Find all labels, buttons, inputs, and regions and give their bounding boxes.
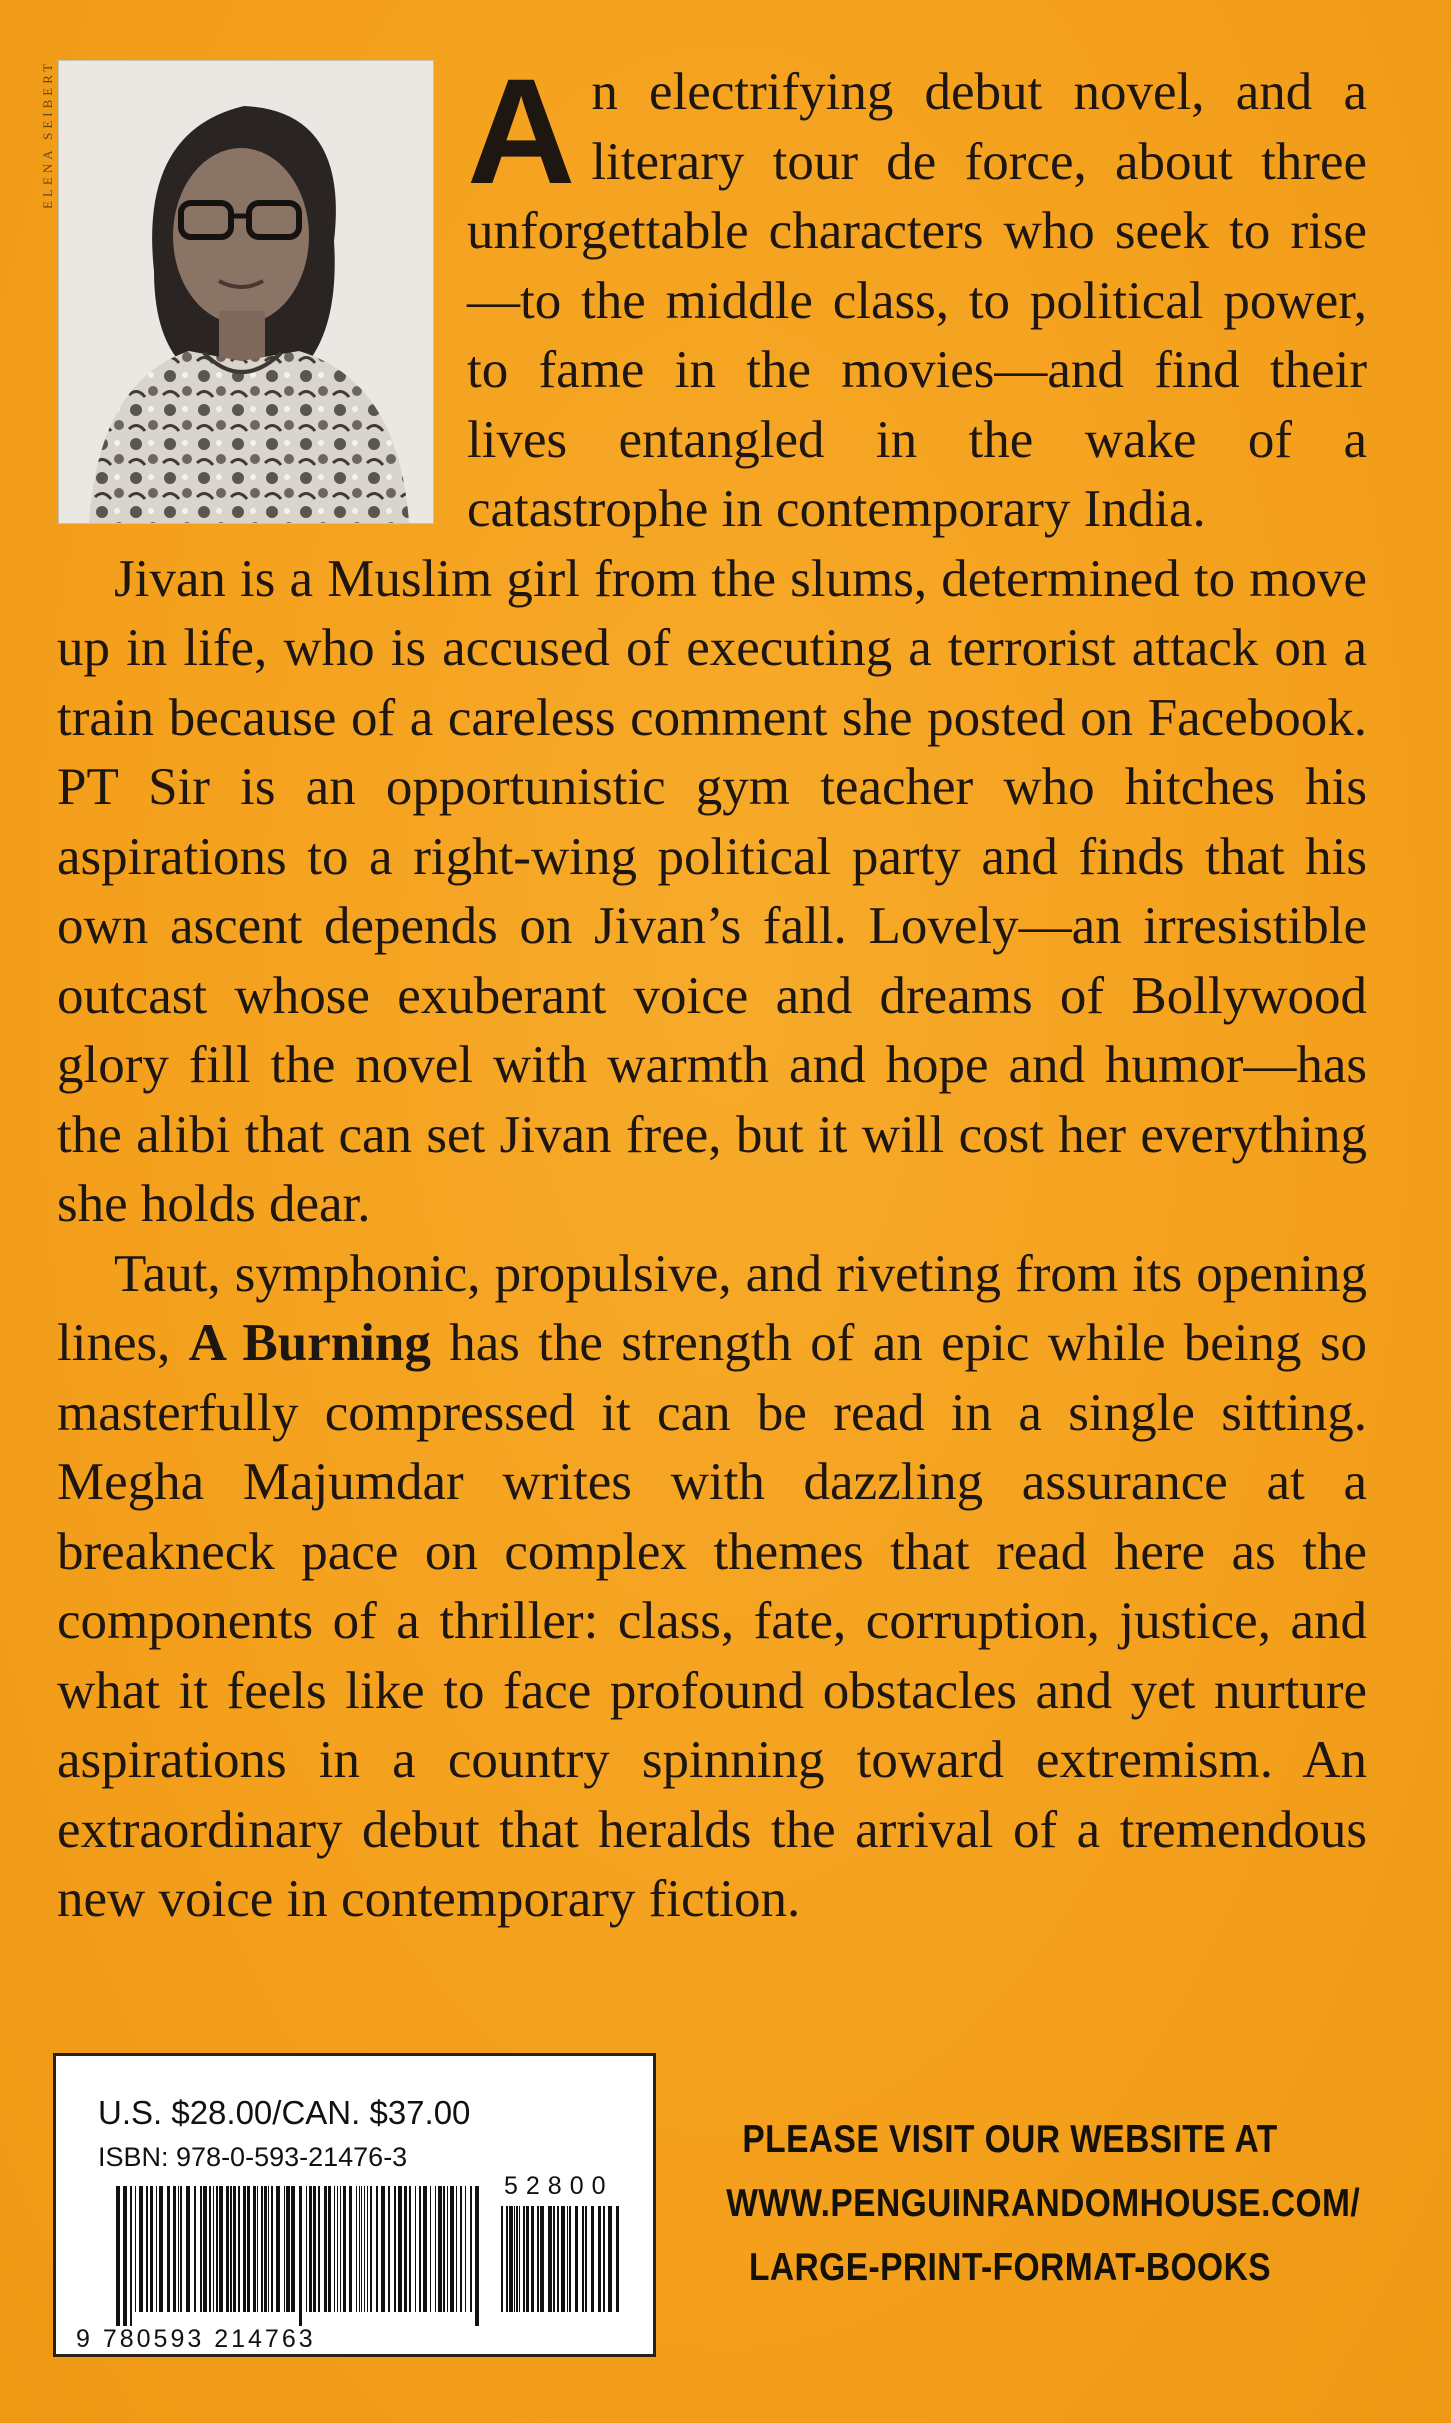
barcode-bar [324, 2186, 327, 2312]
website-line-1: PLEASE VISIT OUR WEBSITE AT [742, 2118, 1278, 2161]
barcode-bar [537, 2206, 539, 2312]
barcode-bar [216, 2186, 218, 2312]
barcode-bar [603, 2206, 605, 2312]
paragraph-1-text: n electrifying debut novel, and a literary tour de force, about three unforgettable characters who seek to rise—to the middle class, to political power, to fame in the movies—and find their lives entangled in the wake of a catastrophe in contemporary India. [467, 63, 1367, 538]
barcode-bar [409, 2186, 411, 2312]
barcode-bar [247, 2186, 250, 2312]
barcode-bar [509, 2206, 513, 2312]
barcode-bar [567, 2206, 568, 2312]
barcode-bar [540, 2206, 544, 2312]
barcode-bar [608, 2206, 612, 2312]
barcode-bar [475, 2186, 479, 2326]
barcode-bar [381, 2186, 385, 2312]
barcode-bar [313, 2186, 316, 2312]
barcode-bar [519, 2206, 520, 2312]
paragraph-3-rest: has the strength of an epic while being so masterfully compressed it can be read in a single sitting. Megha Majumdar writes with dazzling assurance at a breakneck pace on complex themes that read here as the components of a thriller: class, fate, corruption, justice, and what it feels like to face profound obstacles and yet nurture aspirations in a country spinning toward extremism. An extraordinary debut that heralds the arrival of a tremendous new voice in contemporary fiction. [57, 1314, 1367, 1928]
barcode-bar [253, 2186, 256, 2312]
barcode-bar [575, 2206, 578, 2312]
barcode-bar [364, 2186, 365, 2312]
barcode-bar [291, 2186, 295, 2312]
barcode-bar [264, 2186, 267, 2312]
website-line-3[interactable]: LARGE-PRINT-FORMAT-BOOKS [748, 2246, 1272, 2289]
barcode-bar [156, 2186, 157, 2312]
barcode-bar [356, 2186, 357, 2312]
barcode-bar [271, 2186, 273, 2312]
website-notice [726, 2108, 1361, 2300]
book-description [57, 47, 1367, 1935]
barcode-bar [531, 2206, 534, 2312]
barcode-bar [465, 2186, 466, 2312]
website-line-2[interactable]: WWW.PENGUINRANDOMHOUSE.COM/ [726, 2182, 1361, 2225]
barcode-bar [456, 2186, 457, 2312]
barcode-bar [582, 2206, 584, 2312]
barcode-bar [367, 2186, 368, 2312]
barcode-bar [438, 2186, 442, 2312]
barcode-bar [243, 2186, 246, 2312]
barcode-bar [180, 2186, 182, 2312]
barcode-bar [238, 2186, 240, 2312]
description-paragraph-2: Jivan is a Muslim girl from the slums, determined to move up in life, who is accused of executing a terrorist attack on a train because of a careless comment she posted on Facebook. PT Sir is an opportunistic gym teacher who hitches his aspirations to a right-wing political party and finds that his own ascent depends on Jivan’s fall. Lovely—an irresistible outcast whose exuberant voice and dreams of Bollywood glory fill the novel with warmth and hope and humor—has the alibi that can set Jivan free, but it will cost her everything she holds dear. [57, 549, 1367, 1233]
barcode-bar [257, 2186, 258, 2312]
description-paragraph-3 [57, 1240, 1367, 1935]
barcode-bar [186, 2186, 190, 2312]
barcode-bar [419, 2186, 421, 2312]
barcode-bar [213, 2186, 214, 2312]
barcode-bar [523, 2206, 525, 2312]
barcode-bar [388, 2186, 390, 2312]
barcode-bar [435, 2186, 436, 2312]
barcode-bar [415, 2186, 416, 2312]
barcode-bar [516, 2206, 518, 2312]
barcode-bar [526, 2206, 529, 2312]
barcode-bar [569, 2206, 571, 2312]
barcode-bar [261, 2186, 263, 2312]
barcode-bar [501, 2206, 503, 2312]
price-addon-barcode [499, 2206, 621, 2326]
barcode-bar [226, 2186, 229, 2312]
barcode-bar [203, 2186, 207, 2312]
barcode-bar [450, 2186, 454, 2312]
barcode-bar [318, 2186, 320, 2312]
barcode-bar [306, 2186, 307, 2312]
barcode-bar [194, 2186, 196, 2312]
barcode-bar [299, 2186, 302, 2326]
barcode-bar [150, 2186, 153, 2312]
drop-cap: A [467, 47, 576, 215]
barcode-bar [116, 2186, 120, 2326]
barcode-bar [561, 2206, 565, 2312]
barcode-bar [159, 2186, 163, 2312]
barcode-bar [361, 2186, 362, 2312]
barcode-bar [230, 2186, 232, 2312]
barcode-bar [514, 2206, 515, 2312]
barcode-bar [167, 2186, 170, 2312]
barcode-bar [553, 2206, 555, 2312]
barcode-bar [130, 2186, 132, 2326]
barcode-bar [286, 2186, 290, 2312]
barcode-bar [146, 2186, 148, 2312]
barcode-bar [337, 2186, 338, 2312]
paragraph-3-lead: Taut, symphonic, propulsive, and riveting from its opening lines, [57, 1244, 1367, 1372]
barcode-bar [423, 2186, 427, 2312]
barcode-bar [349, 2186, 352, 2312]
barcode-bar [328, 2186, 331, 2312]
barcode-bar [404, 2186, 407, 2312]
barcode-bar [309, 2186, 312, 2312]
barcode-bar [219, 2186, 223, 2312]
description-paragraph-1 [467, 47, 1367, 545]
isbn-barcode [114, 2186, 484, 2326]
barcode-bar [591, 2206, 594, 2312]
barcode-bar [276, 2186, 280, 2312]
barcode-bar [209, 2186, 211, 2312]
barcode-bar [585, 2206, 587, 2312]
isbn-label: ISBN: 978-0-593-21476-3 [98, 2142, 408, 2172]
price-label: U.S. $28.00/CAN. $37.00 [98, 2094, 471, 2131]
barcode-bar [359, 2186, 360, 2312]
barcode-bar [430, 2186, 431, 2312]
barcode-bar [178, 2186, 179, 2312]
barcode-bar [398, 2186, 402, 2312]
barcode-bar [447, 2186, 448, 2312]
barcode-bar [340, 2186, 341, 2312]
barcode-bar [460, 2186, 462, 2312]
barcode-panel [53, 2053, 656, 2357]
barcode-bar [376, 2186, 378, 2312]
barcode-bar [343, 2186, 346, 2312]
photo-credit: ELENA SEIBERT [40, 60, 55, 210]
barcode-bar [370, 2186, 372, 2312]
barcode-bar [443, 2186, 445, 2312]
barcode-bar [139, 2186, 143, 2312]
barcode-bar [284, 2186, 285, 2312]
barcode-bar [557, 2206, 559, 2312]
barcode-bar [233, 2186, 236, 2312]
addon-digits: 52800 [504, 2172, 614, 2200]
barcode-digits: 9 780593 214763 [76, 2325, 316, 2353]
barcode-bar [598, 2206, 601, 2312]
barcode-bar [548, 2206, 552, 2312]
barcode-bar [268, 2186, 269, 2312]
barcode-bar [334, 2186, 335, 2312]
barcode-bar [200, 2186, 202, 2312]
barcode-bar [506, 2206, 508, 2312]
book-title-mention: A Burning [188, 1314, 431, 1372]
barcode-bar [123, 2186, 127, 2326]
barcode-bar [616, 2206, 619, 2312]
barcode-bar [173, 2186, 176, 2312]
barcode-bar [135, 2186, 136, 2312]
barcode-bar [394, 2186, 396, 2312]
barcode-bar [470, 2186, 472, 2312]
